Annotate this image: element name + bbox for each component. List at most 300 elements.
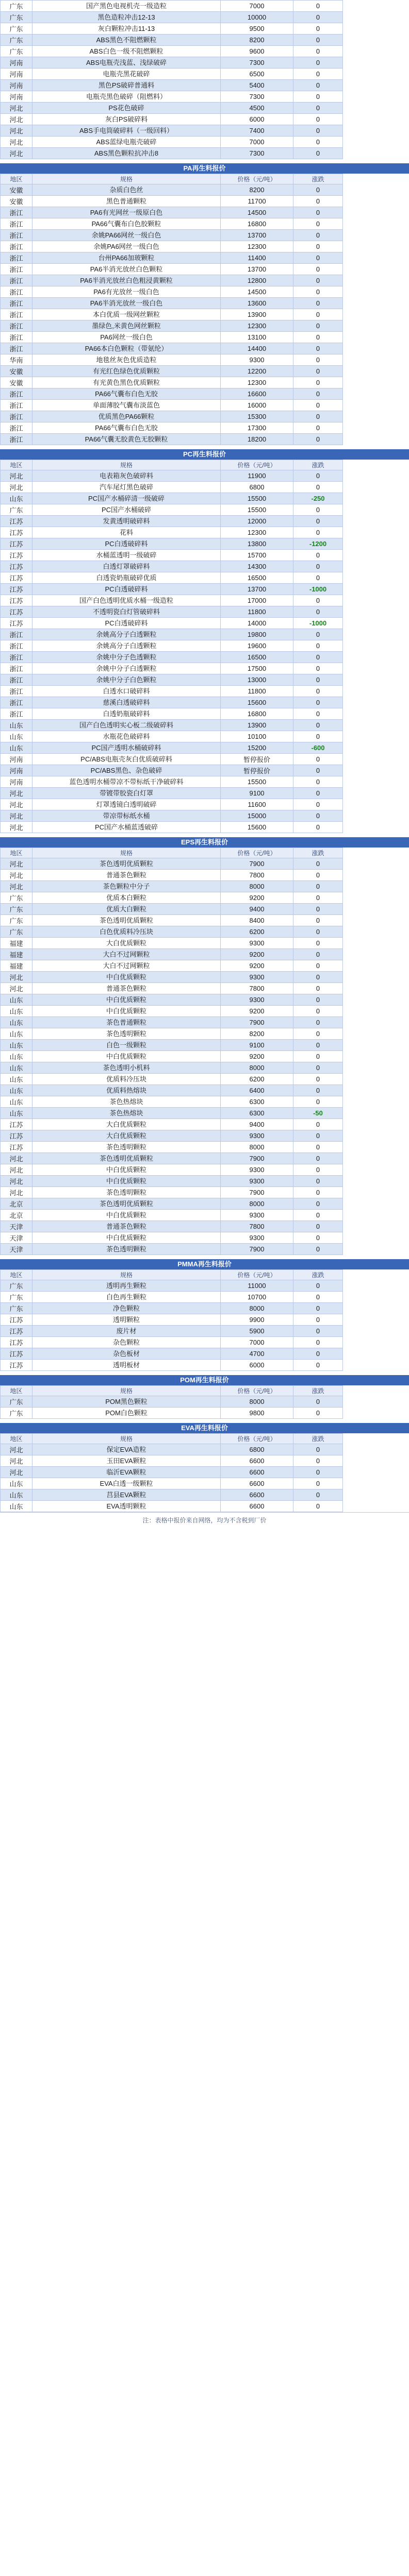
blank-cell (343, 252, 409, 264)
spec-cell: 带凉带标纸水桶 (32, 810, 221, 822)
spec-cell: PC国产透明水桶破碎料 (32, 742, 221, 754)
table-row (1, 720, 409, 731)
change-cell: 0 (293, 12, 343, 23)
price-cell: 9400 (221, 904, 293, 915)
blank-cell (343, 1164, 409, 1176)
spec-cell: 中白优质颗粒 (32, 1232, 221, 1244)
price-cell: 16000 (221, 400, 293, 411)
blank-cell (343, 1108, 409, 1119)
table-row (1, 1501, 409, 1512)
region-cell: 浙江 (1, 640, 32, 652)
blank-cell (343, 949, 409, 960)
region-cell: 浙江 (1, 230, 32, 241)
table-row (1, 309, 409, 320)
blank-cell (343, 1232, 409, 1244)
region-cell: 河南 (1, 765, 32, 776)
spec-cell: 黑色PS破碎普通料 (32, 80, 221, 91)
spec-cell: 茶色热熔块 (32, 1108, 221, 1119)
change-cell: 0 (293, 1062, 343, 1074)
table-row (1, 822, 409, 833)
spec-cell: PA6有光网丝一级原白色 (32, 207, 221, 218)
region-cell: 山东 (1, 493, 32, 504)
change-cell: 0 (293, 1337, 343, 1348)
change-cell: 0 (293, 1040, 343, 1051)
spec-cell: 白色优质料冷压块 (32, 926, 221, 938)
region-cell: 山东 (1, 1028, 32, 1040)
region-cell: 山东 (1, 1051, 32, 1062)
region-cell: 江苏 (1, 572, 32, 584)
region-cell: 浙江 (1, 218, 32, 230)
table-row (1, 1396, 409, 1408)
price-cell: 13700 (221, 264, 293, 275)
change-cell: 0 (293, 320, 343, 332)
region-cell: 浙江 (1, 422, 32, 434)
table-row (1, 652, 409, 663)
region-cell: 江苏 (1, 1314, 32, 1326)
price-cell: 7900 (221, 1187, 293, 1198)
blank-cell (343, 822, 409, 833)
change-cell: 0 (293, 298, 343, 309)
blank-cell (343, 858, 409, 870)
spec-cell: 茶色透明优质颗粒 (32, 915, 221, 926)
change-cell: 0 (293, 595, 343, 606)
blank-cell (343, 1444, 409, 1455)
table-row (1, 584, 409, 595)
blank-cell (343, 504, 409, 516)
blank-cell (343, 354, 409, 366)
blank-cell (343, 674, 409, 686)
blank-cell (343, 174, 409, 184)
change-header: 涨跌 (293, 460, 343, 470)
table-row (1, 915, 409, 926)
table-row (1, 983, 409, 994)
blank-cell (343, 422, 409, 434)
price-cell: 9200 (221, 1006, 293, 1017)
price-cell: 8200 (221, 35, 293, 46)
region-cell: 安徽 (1, 196, 32, 207)
table-row (1, 858, 409, 870)
region-cell: 浙江 (1, 241, 32, 252)
spec-cell: 白透灯罩破碎料 (32, 561, 221, 572)
change-header: 涨跌 (293, 848, 343, 858)
change-cell: -1200 (293, 538, 343, 550)
table-row (1, 1028, 409, 1040)
table-row (1, 264, 409, 275)
region-cell: 江苏 (1, 1348, 32, 1360)
blank-cell (343, 1467, 409, 1478)
blank-cell (343, 550, 409, 561)
change-cell: 0 (293, 1187, 343, 1198)
blank-cell (343, 870, 409, 881)
blank-cell (343, 765, 409, 776)
price-cell: 暂停报价 (221, 765, 293, 776)
price-cell: 9300 (221, 1130, 293, 1142)
change-cell: 0 (293, 1153, 343, 1164)
price-cell: 12800 (221, 275, 293, 286)
spec-cell: PC/ABS黑色、杂色破碎 (32, 765, 221, 776)
region-cell: 浙江 (1, 286, 32, 298)
spec-cell: 电瓶壳黑色破碎（阻燃料） (32, 91, 221, 103)
table-row (1, 388, 409, 400)
change-cell: 0 (293, 264, 343, 275)
table-row (1, 207, 409, 218)
blank-cell (343, 103, 409, 114)
table-row (1, 218, 409, 230)
table-row (1, 629, 409, 640)
spec-cell: 净色颗粒 (32, 1303, 221, 1314)
price-cell: 16800 (221, 708, 293, 720)
table-row (1, 938, 409, 949)
blank-cell (343, 1396, 409, 1408)
spec-cell: 电瓶壳黑花破碎 (32, 69, 221, 80)
spec-cell: PS花色破碎 (32, 103, 221, 114)
spec-header: 规格 (32, 1434, 221, 1444)
price-cell: 7900 (221, 1153, 293, 1164)
change-cell: -1000 (293, 618, 343, 629)
region-cell: 广东 (1, 1396, 32, 1408)
change-cell: 0 (293, 1085, 343, 1096)
change-cell: 0 (293, 1006, 343, 1017)
spec-cell: ABS黑色不阻燃颗粒 (32, 35, 221, 46)
spec-cell: 中白优质颗粒 (32, 972, 221, 983)
change-cell: 0 (293, 1467, 343, 1478)
region-cell: 天津 (1, 1221, 32, 1232)
spec-cell: PC白透破碎料 (32, 538, 221, 550)
spec-cell: ABS手电筒破碎料（一级回料） (32, 125, 221, 137)
section-title: EPS再生料报价 (0, 837, 409, 848)
price-cell: 15200 (221, 742, 293, 754)
spec-cell: 余姚PA6网丝一级白色 (32, 241, 221, 252)
change-cell: 0 (293, 550, 343, 561)
blank-cell (343, 1130, 409, 1142)
change-cell: 0 (293, 1489, 343, 1501)
blank-cell (343, 366, 409, 377)
region-cell: 浙江 (1, 298, 32, 309)
table-row (1, 742, 409, 754)
change-cell: 0 (293, 858, 343, 870)
region-cell: 河北 (1, 1187, 32, 1198)
price-cell: 19600 (221, 640, 293, 652)
region-cell: 河南 (1, 57, 32, 69)
spec-cell: 余姚高分子白透颗粒 (32, 629, 221, 640)
region-cell: 华南 (1, 354, 32, 366)
price-cell: 7800 (221, 1221, 293, 1232)
table-row (1, 1119, 409, 1130)
table-row (1, 241, 409, 252)
blank-cell (343, 1434, 409, 1444)
region-cell: 河北 (1, 1455, 32, 1467)
region-cell: 河北 (1, 881, 32, 892)
change-cell: 0 (293, 218, 343, 230)
price-cell: 12000 (221, 516, 293, 527)
change-cell: 0 (293, 708, 343, 720)
spec-cell: PA66气囊布白色无胶 (32, 422, 221, 434)
blank-cell (343, 527, 409, 538)
price-header: 价格（元/吨） (221, 1386, 293, 1396)
table-row (1, 196, 409, 207)
blank-cell (343, 196, 409, 207)
blank-cell (343, 1489, 409, 1501)
section-gap (0, 833, 409, 837)
table-row (1, 960, 409, 972)
region-cell: 山东 (1, 1478, 32, 1489)
spec-cell: 中白优质颗粒 (32, 1164, 221, 1176)
table-row (1, 12, 409, 23)
region-cell: 河北 (1, 482, 32, 493)
price-table (0, 1433, 409, 1512)
spec-cell: 白透瓷奶瓶破碎优质 (32, 572, 221, 584)
blank-cell (343, 241, 409, 252)
region-cell: 山东 (1, 1085, 32, 1096)
table-row (1, 595, 409, 606)
blank-cell (343, 1040, 409, 1051)
price-cell: 9200 (221, 960, 293, 972)
region-cell: 山东 (1, 731, 32, 742)
spec-header: 规格 (32, 174, 221, 184)
price-cell: 14500 (221, 207, 293, 218)
change-cell: 0 (293, 938, 343, 949)
region-cell: 广东 (1, 915, 32, 926)
change-cell: 0 (293, 241, 343, 252)
spec-cell: 本白优质一级网丝颗粒 (32, 309, 221, 320)
region-cell: 江苏 (1, 595, 32, 606)
blank-cell (343, 848, 409, 858)
spec-cell: PA6网丝一级白色 (32, 332, 221, 343)
change-cell: 0 (293, 1348, 343, 1360)
spec-cell: 蓝色透明水桶带凉不带标纸干净破碎料 (32, 776, 221, 788)
blank-cell (343, 516, 409, 527)
change-cell: 0 (293, 207, 343, 218)
table-row (1, 550, 409, 561)
table-row (1, 354, 409, 366)
price-cell: 8000 (221, 1303, 293, 1314)
table-row (1, 572, 409, 584)
blank-cell (343, 1455, 409, 1467)
blank-cell (343, 1386, 409, 1396)
spec-cell: 白色再生颗粒 (32, 1292, 221, 1303)
change-cell: 0 (293, 640, 343, 652)
price-cell: 6400 (221, 1085, 293, 1096)
change-cell: 0 (293, 949, 343, 960)
region-cell: 河南 (1, 776, 32, 788)
change-cell: 0 (293, 1176, 343, 1187)
spec-cell: 茶色透明颗粒 (32, 1187, 221, 1198)
table-row (1, 1455, 409, 1467)
table-header-row (1, 1386, 409, 1396)
region-cell: 浙江 (1, 434, 32, 445)
change-cell: 0 (293, 252, 343, 264)
blank-cell (343, 1176, 409, 1187)
blank-cell (343, 493, 409, 504)
blank-cell (343, 309, 409, 320)
price-cell: 9400 (221, 1119, 293, 1130)
table-row (1, 1153, 409, 1164)
change-cell: 0 (293, 1396, 343, 1408)
change-cell: 0 (293, 1130, 343, 1142)
spec-cell: 余姚中分子白透颗粒 (32, 663, 221, 674)
table-row (1, 788, 409, 799)
change-cell: 0 (293, 1142, 343, 1153)
spec-cell: 黑色造粒冲击12-13 (32, 12, 221, 23)
spec-cell: 茶色透明颗粒 (32, 1244, 221, 1255)
region-cell: 江苏 (1, 550, 32, 561)
change-cell: 0 (293, 516, 343, 527)
spec-cell: ABS蓝绿电瓶壳破碎 (32, 137, 221, 148)
region-cell: 江苏 (1, 1337, 32, 1348)
blank-cell (343, 1142, 409, 1153)
price-cell: 9100 (221, 1040, 293, 1051)
table-row (1, 332, 409, 343)
change-cell: 0 (293, 788, 343, 799)
change-cell: 0 (293, 904, 343, 915)
spec-cell: ABS黑色颗粒抗冲击8 (32, 148, 221, 159)
spec-cell: PA66本白色颗粒（带氨纶） (32, 343, 221, 354)
spec-cell: 带镀带胶瓷白灯罩 (32, 788, 221, 799)
spec-header: 规格 (32, 848, 221, 858)
change-cell: 0 (293, 810, 343, 822)
table-row (1, 994, 409, 1006)
spec-header: 规格 (32, 460, 221, 470)
spec-cell: 普通茶色颗粒 (32, 1221, 221, 1232)
table-row (1, 1085, 409, 1096)
table-header-row (1, 174, 409, 184)
region-cell: 浙江 (1, 309, 32, 320)
region-header: 地区 (1, 848, 32, 858)
price-cell: 9300 (221, 354, 293, 366)
table-row (1, 493, 409, 504)
spec-cell: 临沂EVA颗粒 (32, 1467, 221, 1478)
spec-cell: 普通茶色颗粒 (32, 870, 221, 881)
change-cell: 0 (293, 765, 343, 776)
region-cell: 广东 (1, 1408, 32, 1419)
table-row (1, 470, 409, 482)
table-row (1, 377, 409, 388)
price-cell: 暂停报价 (221, 754, 293, 765)
change-cell: 0 (293, 629, 343, 640)
spec-cell: 墨绿色,米黄色网丝颗粒 (32, 320, 221, 332)
spec-cell: 单面薄胶气囊布淡蓝色 (32, 400, 221, 411)
change-cell: 0 (293, 1292, 343, 1303)
change-cell: 0 (293, 561, 343, 572)
region-cell: 安徽 (1, 366, 32, 377)
price-cell: 7800 (221, 983, 293, 994)
region-cell: 河南 (1, 754, 32, 765)
change-cell: 0 (293, 422, 343, 434)
price-cell: 7300 (221, 57, 293, 69)
change-cell: 0 (293, 1408, 343, 1419)
change-cell: 0 (293, 1051, 343, 1062)
change-cell: 0 (293, 57, 343, 69)
price-cell: 9300 (221, 1176, 293, 1187)
spec-cell: PC国产水桶破碎 (32, 504, 221, 516)
price-cell: 10000 (221, 12, 293, 23)
price-table (0, 1385, 409, 1419)
change-cell: 0 (293, 482, 343, 493)
price-cell: 15700 (221, 550, 293, 561)
change-cell: 0 (293, 184, 343, 196)
table-row (1, 1244, 409, 1255)
table-row (1, 697, 409, 708)
spec-cell: 优质大白颗粒 (32, 904, 221, 915)
blank-cell (343, 640, 409, 652)
change-cell: 0 (293, 1455, 343, 1467)
region-cell: 山东 (1, 1096, 32, 1108)
table-header-row (1, 848, 409, 858)
blank-cell (343, 114, 409, 125)
price-section (0, 445, 409, 833)
blank-cell (343, 1096, 409, 1108)
blank-cell (343, 1221, 409, 1232)
price-cell: 11700 (221, 196, 293, 207)
price-cell: 8000 (221, 881, 293, 892)
blank-cell (343, 926, 409, 938)
change-cell: 0 (293, 1096, 343, 1108)
region-cell: 浙江 (1, 343, 32, 354)
blank-cell (343, 652, 409, 663)
region-cell: 江苏 (1, 1326, 32, 1337)
region-cell: 江苏 (1, 606, 32, 618)
region-cell: 福建 (1, 938, 32, 949)
spec-cell: 普通茶色颗粒 (32, 983, 221, 994)
change-cell: 0 (293, 366, 343, 377)
table-header-row (1, 460, 409, 470)
region-cell: 北京 (1, 1210, 32, 1221)
price-cell: 11800 (221, 606, 293, 618)
spec-cell: 中白优质颗粒 (32, 1210, 221, 1221)
region-cell: 河北 (1, 983, 32, 994)
change-cell: 0 (293, 148, 343, 159)
spec-cell: ABS电瓶壳浅蓝、浅绿破碎 (32, 57, 221, 69)
region-cell: 河北 (1, 1164, 32, 1176)
price-cell: 6600 (221, 1478, 293, 1489)
region-cell: 江苏 (1, 538, 32, 550)
region-cell: 江苏 (1, 516, 32, 527)
section-title: PC再生料报价 (0, 449, 409, 460)
section-gap (0, 1371, 409, 1375)
blank-cell (343, 788, 409, 799)
spec-cell: 汽车尾灯黑色破碎 (32, 482, 221, 493)
table-row (1, 904, 409, 915)
section-gap (0, 445, 409, 449)
spec-cell: 优质料热熔块 (32, 1085, 221, 1096)
region-cell: 河北 (1, 858, 32, 870)
table-header-row (1, 1270, 409, 1280)
blank-cell (343, 938, 409, 949)
spec-cell: 国产黑色电视机壳一级造粒 (32, 1, 221, 12)
price-cell: 7300 (221, 148, 293, 159)
spec-cell: PA66气囊布白色胶颗粒 (32, 218, 221, 230)
table-row (1, 103, 409, 114)
table-row (1, 618, 409, 629)
region-cell: 山东 (1, 1501, 32, 1512)
spec-cell: 电表箱灰色破碎料 (32, 470, 221, 482)
price-cell: 17300 (221, 422, 293, 434)
price-table (0, 848, 409, 1255)
table-row (1, 1280, 409, 1292)
change-header: 涨跌 (293, 174, 343, 184)
change-cell: 0 (293, 697, 343, 708)
price-cell: 9300 (221, 972, 293, 983)
price-cell: 6600 (221, 1467, 293, 1478)
blank-cell (343, 1153, 409, 1164)
price-cell: 12300 (221, 320, 293, 332)
table-row (1, 504, 409, 516)
blank-cell (343, 69, 409, 80)
spec-cell: EVA白透一级颗粒 (32, 1478, 221, 1489)
spec-cell: 水桶蓝透明一级破碎 (32, 550, 221, 561)
table-row (1, 286, 409, 298)
change-header: 涨跌 (293, 1386, 343, 1396)
